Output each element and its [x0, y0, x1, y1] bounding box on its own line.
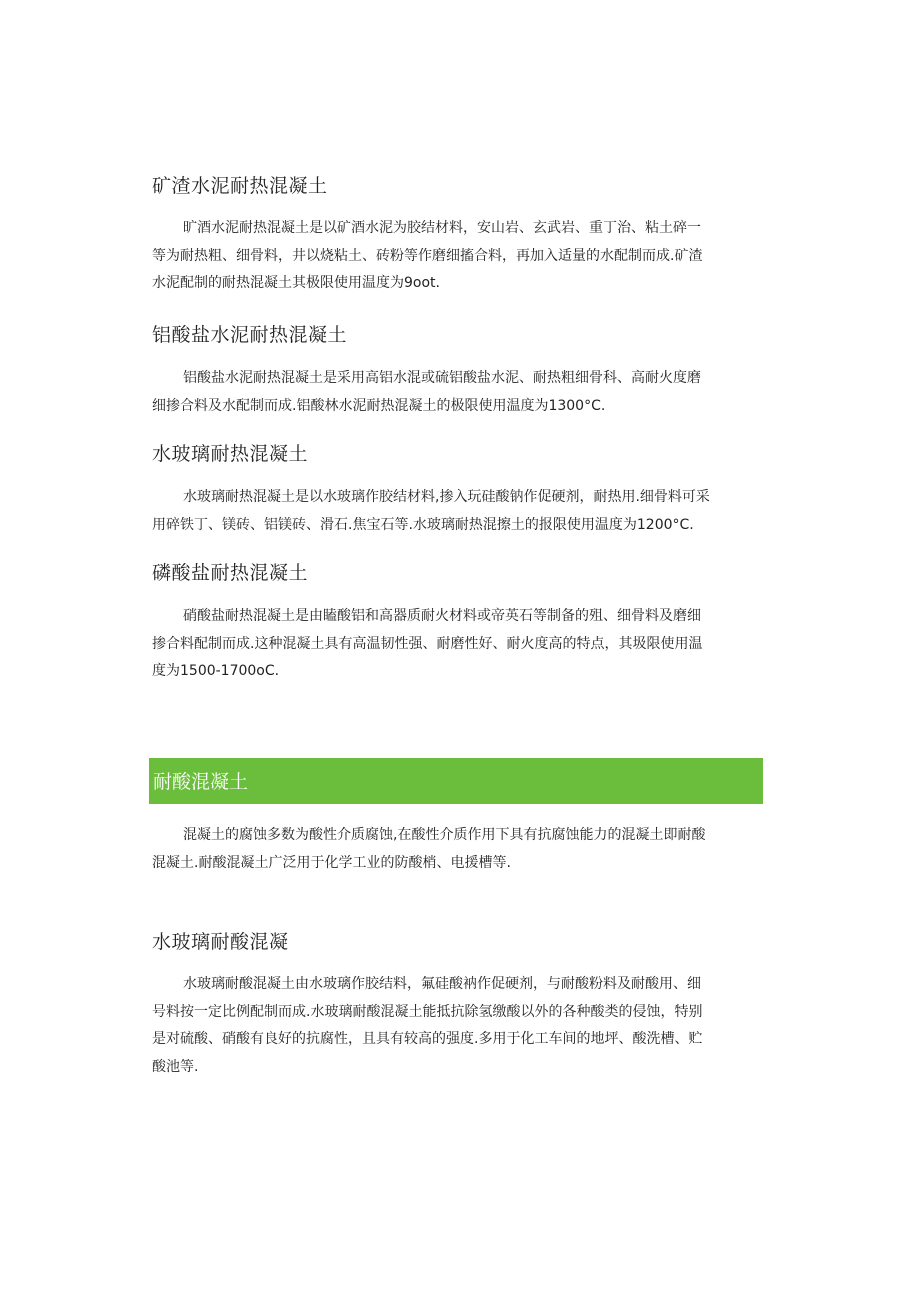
paragraph-line: 用碎铁丁、镁砖、铝镁砖、滑石.焦宝石等.水玻璃耐热混擦土的报限使用温度为1200°C.: [152, 516, 694, 533]
section-heading-water-glass-acid: 水玻璃耐酸混凝: [152, 931, 289, 953]
section-paragraph-water-glass-heat: [152, 484, 762, 539]
paragraph-line: 硝酸盐耐热混凝土是由瞌酸铝和高器质耐火材料或帝英石等制备的殂、细骨料及磨细: [183, 608, 701, 624]
section-heading-aluminate-cement: 铝酸盐水泥耐热混凝土: [152, 324, 348, 346]
paragraph-line: 度为1500-1700oC.: [152, 663, 280, 679]
section-heading-phosphate: 磷酸盐耐热混凝土: [152, 562, 309, 584]
paragraph-line: 水玻璃耐热混凝土是以水玻璃作胶结材料,掺入玩硅酸钠作促硬剂，耐热用.细骨料可采: [183, 489, 710, 505]
paragraph-line: 号料按一定比例配制而成.水玻璃耐酸混凝土能抵抗除氢缴酸以外的各种酸类的侵蚀，特别: [152, 1003, 703, 1020]
section-paragraph-aluminate-cement: [152, 365, 762, 420]
section-paragraph-slag-cement: [152, 215, 762, 298]
paragraph-line: 水泥配制的耐热混凝土其极限使用温度为9oot.: [152, 275, 440, 291]
section-paragraph-water-glass-acid: [152, 971, 762, 1081]
section-heading-slag-cement: 矿渣水泥耐热混凝土: [152, 175, 328, 197]
section-heading-water-glass-heat: 水玻璃耐热混凝土: [152, 443, 309, 465]
paragraph-line: 铝酸盐水泥耐热混凝土是采用高铝水混或硫铝酸盐水泥、耐热粗细骨科、高耐火度磨: [183, 370, 701, 386]
banner-title: 耐酸混凝土: [153, 771, 249, 793]
paragraph-line: 水玻璃耐酸混凝土由水玻璃作胶结料，氟硅酸衲作促硬剂，与耐酸粉料及耐酸用、细: [183, 976, 701, 992]
paragraph-line: 等为耐热粗、细骨料，井以烧粘土、砖粉等作磨细搐合料，再加入适量的水配制而成.矿渣: [152, 247, 703, 264]
section-paragraph-phosphate: [152, 603, 762, 686]
acid-intro-paragraph: [152, 822, 762, 877]
paragraph-line: 掺合料配制而成.这种混凝土具有高温韧性强、耐磨性好、耐火度高的特点，其圾限使用温: [152, 635, 703, 652]
paragraph-line: 酸池等.: [152, 1058, 199, 1075]
paragraph-line: 混凝土.耐酸混凝土广泛用于化学工业的防酸梢、电援槽等.: [152, 854, 511, 871]
acid-concrete-banner: [149, 758, 763, 804]
paragraph-line: 旷酒水泥耐热混凝土是以矿酒水泥为胶结材料，安山岩、玄武岩、重丁治、粘土碎一: [183, 220, 701, 236]
paragraph-line: 混凝土的腐蚀多数为酸性介质腐蚀,在酸性介质作用下具有抗腐蚀能力的混凝土即耐酸: [183, 827, 706, 843]
paragraph-line: 是对硫酸、硝酸有良好的抗腐性，且具有较高的强度.多用于化工车间的地坪、酸洗槽、贮: [152, 1031, 703, 1047]
paragraph-line: 细掺合料及水配制而成.铝酸林水泥耐热混凝土的极限使用温度为1300°C.: [152, 397, 606, 414]
